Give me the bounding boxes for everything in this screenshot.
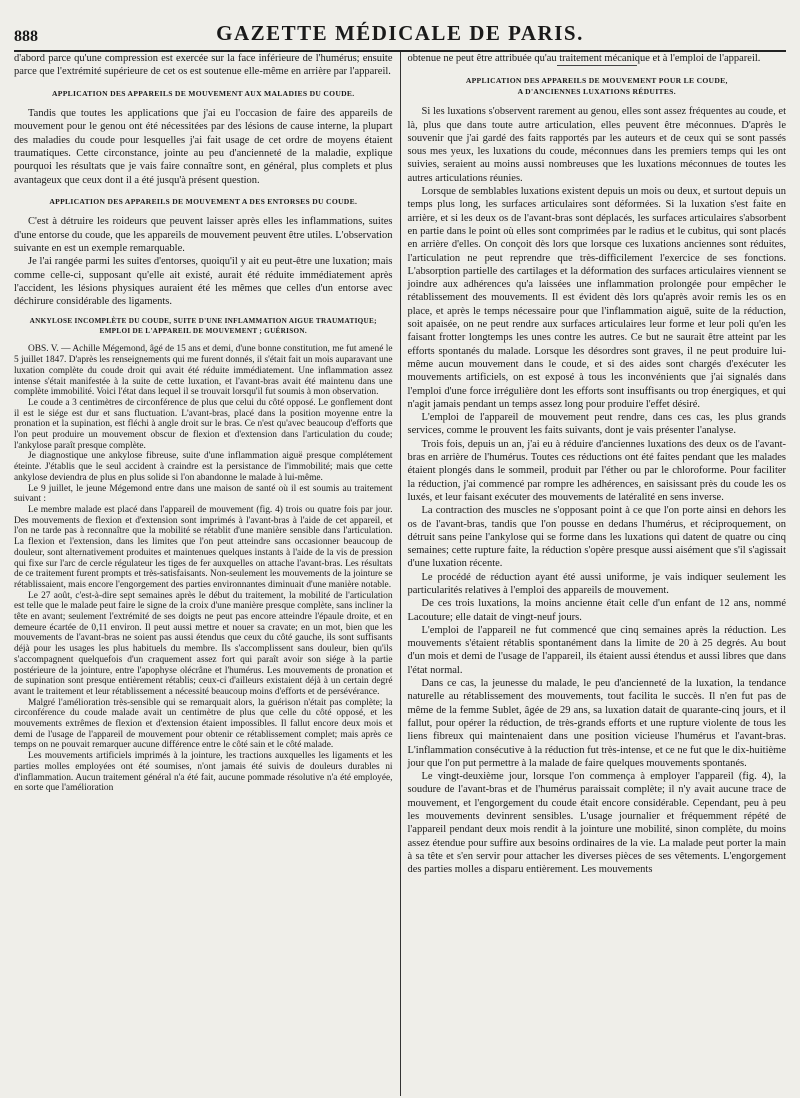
section-heading: APPLICATION DES APPAREILS DE MOUVEMENT A DES ENTORSES DU COUDE. (49, 196, 358, 206)
section-heading-line: A D'ANCIENNES LUXATIONS RÉDUITES. (517, 86, 676, 96)
paragraph: Je l'ai rangée parmi les suites d'entorses, quoiqu'il y ait eu peut-être une luxation; mais comme celle-ci, supposant qu'elle ait existé, aurait été réduite immédiatement après l'accident, les lésions physiques auraient été les mêmes que celles d'un entorse avec déchirure considérable des ligaments. (14, 256, 393, 308)
section-heading (408, 76, 787, 97)
paragraph: Trois fois, depuis un an, j'ai eu à réduire d'anciennes luxations des deux os de l'avant-bras en arrière de l'humérus. Toutes ces réductions ont été faites pendant que les malades étaient plongés dans le sommeil, produit par l'éther ou par le chloroforme. Pour faciliter la réduction, j'ai commencé par rompre les adhérences, en saisissant près du coude les os luxés, et leur faisant exécuter des mouvements de latéralité en sens inverse. (407, 438, 786, 503)
paragraph: C'est à détruire les roideurs que peuvent laisser après elles les inflammations, suites d'une entorse du coude, que les appareils de mouvement peuvent être utiles. L'observation suivante en est un exemple remarquable. (14, 216, 393, 254)
section-heading: APPLICATION DES APPAREILS DE MOUVEMENT AUX MALADIES DU COUDE. (52, 88, 355, 98)
paragraph: Le vingt-deuxième jour, lorsque l'on commença à employer l'appareil (fig. 4), la soudure de l'avant-bras et de l'humérus paraissait complète; il n'y avait aucune trace de mouvement, et l'engorgement du coude était encore considérable. Cependant, peu à peu les mouvements devinrent sensibles. L'usage journalier et fréquemment répété de l'appareil pendant deux mois rendit à la jointure une mobilité, sinon complète, du moins assez étendue pour suffire aux besoins ordinaires de la vie. La malade peut porter la main à sa tête et s'en servir pour attacher les diverses pièces de ses vêtements. L'engorgement des parties molles a disparu entièrement. Les mouvements (407, 771, 786, 876)
paragraph: De ces trois luxations, la moins ancienne était celle d'un enfant de 12 ans, nommé Lacouture; elle datait de vingt-neuf jours. (407, 598, 786, 623)
paragraph: Malgré l'amélioration très-sensible qui se remarquait alors, la guérison n'était pas complète; la circonférence du coude malade avait un centimètre de plus que celle du côté opposé, et les mouvements extrêmes de flexion et d'extension étaient impossibles. Il fallut encore deux mois et demi de l'usage de l'appareil de mouvement pour obtenir ce rétablissement complet; mais après ce temps on ne pouvait remarquer aucune différence entre le côté sain et le côté malade. (14, 697, 393, 751)
page-header (14, 10, 786, 46)
paragraph: d'abord parce qu'une compression est exercée sur la face inférieure de l'humérus; ensuite parce que l'extrémité supérieure de cet os est soutenue elle-même en arrière par l'appareil. (14, 53, 393, 78)
paragraph: Tandis que toutes les applications que j'ai eu l'occasion de faire des appareils de mouvement pour le genou ont été nécessitées par des lésions de cause interne, la plupart des maladies du coude pour lesquelles j'ai fait usage de cet ordre de moyens étaient traumatiques. Cette circonstance, jointe au peu d'ancienneté de la maladie, explique pourquoi les résultats que je vais faire connaître sont, en général, plus complets et plus avantageux que ceux dont il a été jusqu'à présent question. (14, 108, 393, 186)
paragraph: Si les luxations s'observent rarement au genou, elles sont assez fréquentes au coude, et là, plus que dans toute autre articulation, elles peuvent être méconnues. D'après le souvenir que j'ai gardé des faits rapportés par les auteurs et de ceux qui se sont passés sous mes yeux, les luxations du coude, méconnues dans les premiers temps qui les ont suivies, seraient au moins aussi nombreuses que les luxations méconnues de toutes les autres articulations réunies. (407, 106, 786, 184)
paragraph: La contraction des muscles ne s'opposant point à ce que l'on porte ainsi en dehors les os de l'avant-bras, tandis que l'on pousse en dedans l'humérus, et réciproquement, on détruit sans peine l'ankylose qui se forme dans les luxations qui datent de quatre ou cinq semaines; cette rupture faite, la réduction s'opère presque aussi aisément que s'il s'agissait d'une luxation récente. (407, 505, 786, 570)
paragraph: Lorsque de semblables luxations existent depuis un mois ou deux, et surtout depuis un temps plus long, les surfaces articulaires sont déformées. Si la luxation s'est faite en arrière, et si les deux os de l'avant-bras sont déplacés, les surfaces articulaires s'absorbent en partie dans le point où elles sont comprimées par le radius et le cubitus, qui sont placés en arrière d'elles. On conçoit dès lors que lorsque ces luxations anciennes sont réduites, l'articulation ne peut reprendre que très-difficilement l'exercice de ses fonctions. L'absorption partielle des cartilages et la déformation des surfaces articulaires viennent se joindre aux adhérences qu'a laissées une inflammation prolongée pour empêcher le rétablissement des mouvements. Il est évident dès lors qu'après avoir remis les os en place, et après le temps nécessaire pour que l'inflammation aiguë, suite de la réduction, soit apaisée, on ne peut rendre aux surfaces articulaires leur forme et leur poli qu'en les faisant frotter longtemps les unes contre les autres. Ce but ne saurait être atteint par les efforts spontanés du malade. Lorsque les désordres sont graves, il ne peut produire lui-même aucun mouvement dans le coude, et si des aides sont chargés d'exécuter les mouvements artificiels, on est exposé à tous les inconvénients que j'ai signalés dans l'emploi d'une force irrégulière dont les efforts sont insuffisants ou trop énergiques, et qui n'agit jamais pendant un temps assez long pour produire l'effet désiré. (407, 186, 786, 410)
paragraph: Le 27 août, c'est-à-dire sept semaines après le début du traitement, la mobilité de l'articulation est telle que le malade peut faire le signe de la croix d'une manière presque complète, sans incliner la tête en avant; seulement l'extrémité de ses doigts ne peut pas encore atteindre l'épaule droite, et en demeure écartée de 0,11 environ. Il peut aussi mettre et nouer sa cravate; en un mot, bien que les mouvements de l'avant-bras ne soient pas aussi étendus que ceux du côté gauche, ils sont suffisants déjà pour les usages les plus habituels du membre. Ils s'accomplissent sans douleur, bien qu'ils s'accompagnent quelquefois d'un craquement assez fort qui paraît avoir son siége à la partie postérieure de la jointure, entre l'apophyse olécrâne et l'humérus. Les mouvements de pronation et de supination sont presque entièrement rétablis; ceux-ci d'ailleurs existaient déjà à un certain degré avant le traitement et leur rétablissement a nécessité beaucoup moins d'efforts et de persévérance. (14, 590, 393, 697)
paragraph: Le membre malade est placé dans l'appareil de mouvement (fig. 4) trois ou quatre fois par jour. Des mouvements de flexion et d'extension sont imprimés à l'avant-bras à l'aide de cet appareil, et l'on ne tarde pas à reconnaître que la mobilité se rétablit d'une manière sensible dans l'articulation. La flexion et l'extension, dans les limites que l'on peut atteindre sans occasionner beaucoup de douleur, sont alternativement produites et maintenues quelques instants à l'aide de la vis de pression qui fixe sur l'arc de cercle régulateur les tiges de fer auxquelles on attache l'avant-bras. Les résultats de ce traitement furent prompts et très-satisfaisants. Non-seulement les mouvements de la jointure se rétablissaient, mais encore l'engorgement des parties environnantes diminuait d'une manière notable. (14, 505, 393, 590)
right-column (401, 52, 787, 1096)
page-number: 888 (14, 28, 38, 45)
paragraph: OBS. V. — Achille Mégemond, âgé de 15 ans et demi, d'une bonne constitution, me fut amené le 5 juillet 1847. D'après les renseignements qui me furent donnés, il s'était fait un mois auparavant une luxation complète du coude droit qui avait été réduite immédiatement. Une inflammation assez intense s'était manifestée à la suite de cette luxation, et l'avant-bras avait été maintenu dans une complète immobilité. Voici l'état dans lequel il se trouvait lorsqu'il fut soumis à mon observation. (14, 344, 393, 398)
journal-title: GAZETTE MÉDICALE DE PARIS. (216, 21, 584, 45)
text-columns (14, 52, 786, 1096)
paragraph: Le 9 juillet, le jeune Mégemond entre dans une maison de santé où il est soumis au traitement suivant : (14, 483, 393, 505)
paragraph: L'emploi de l'appareil ne fut commencé que cinq semaines après la réduction. Les mouvements s'étaient rétablis spontanément dans la limite de 20 à 25 degrés. Au bout d'un mois et demi de l'usage de l'appareil, ils étaient aussi étendus et aussi libres que dans l'état normal. (407, 624, 786, 676)
paragraph: Le coude a 3 centimètres de circonférence de plus que celui du côté opposé. Le gonflement dont il est le siége est dur et sans fluctuation. L'avant-bras, placé dans la position moyenne entre la pronation et la supination, est fléchi à angle droit sur le bras. Ce n'est qu'avec beaucoup d'efforts que l'on peut produire un mouvement obscur de flexion et d'extension dans l'articulation du coude; l'ankylose paraît presque complète. (14, 397, 393, 451)
paragraph: L'emploi de l'appareil de mouvement peut rendre, dans ces cas, les plus grands services, comme le prouvent les faits suivants, dont je vais présenter l'analyse. (407, 412, 786, 437)
section-heading-line: APPLICATION DES APPAREILS DE MOUVEMENT POUR LE COUDE, (465, 76, 728, 86)
paragraph: Les mouvements artificiels imprimés à la jointure, les tractions auxquelles les ligaments et les parties molles employées ont été soumises, n'ont jamais été suivis de douleurs durables ni d'inflammation. Aucun traitement général n'a été fait, aucune pommade résolutive n'a été employée, en sorte que l'amélioration (14, 751, 393, 794)
paragraph: obtenue ne peut être attribuée qu'au traitement mécanique et à l'emploi de l'appareil. (407, 53, 761, 64)
paragraph: Dans ce cas, la jeunesse du malade, le peu d'ancienneté de la luxation, la tendance naturelle au rétablissement des mouvements, tout facilita le succès. Il n'en fut pas de même de la femme Sublet, âgée de 29 ans, sa luxation datait de quarante-cinq jours, et il fallut, pour opérer la réduction, de très-grands efforts et une rupture violente de tous les liens fibreux qui maintenaient dans une position vicieuse l'humérus et l'avant-bras. L'inflammation consécutive à la réduction fut très-intense, et ce ne fut que le dix-huitième jour que l'on put permettre à la malade de faire quelques mouvements spontanés. (407, 678, 786, 769)
section-rule (557, 65, 637, 66)
paragraph: Le procédé de réduction ayant été aussi uniforme, je vais indiquer seulement les particularités relatives à l'emploi des appareils de mouvement. (407, 571, 786, 596)
observation-heading-line: ANKYLOSE INCOMPLÈTE DU COUDE, SUITE D'UNE INFLAMMATION AIGUE TRAUMATIQUE; (29, 317, 377, 326)
observation-heading-line: EMPLOI DE L'APPAREIL DE MOUVEMENT ; GUÉRISON. (99, 327, 308, 336)
left-column (14, 52, 400, 1096)
paragraph: Je diagnostique une ankylose fibreuse, suite d'une inflammation aiguë presque complétement éteinte. J'établis que le seul accident à craindre est la persistance de l'immobilité; mais que cette ankylose deviendra de plus en plus solide si l'on abandonne le malade à lui-même. (14, 451, 393, 483)
observation-heading (14, 316, 393, 336)
